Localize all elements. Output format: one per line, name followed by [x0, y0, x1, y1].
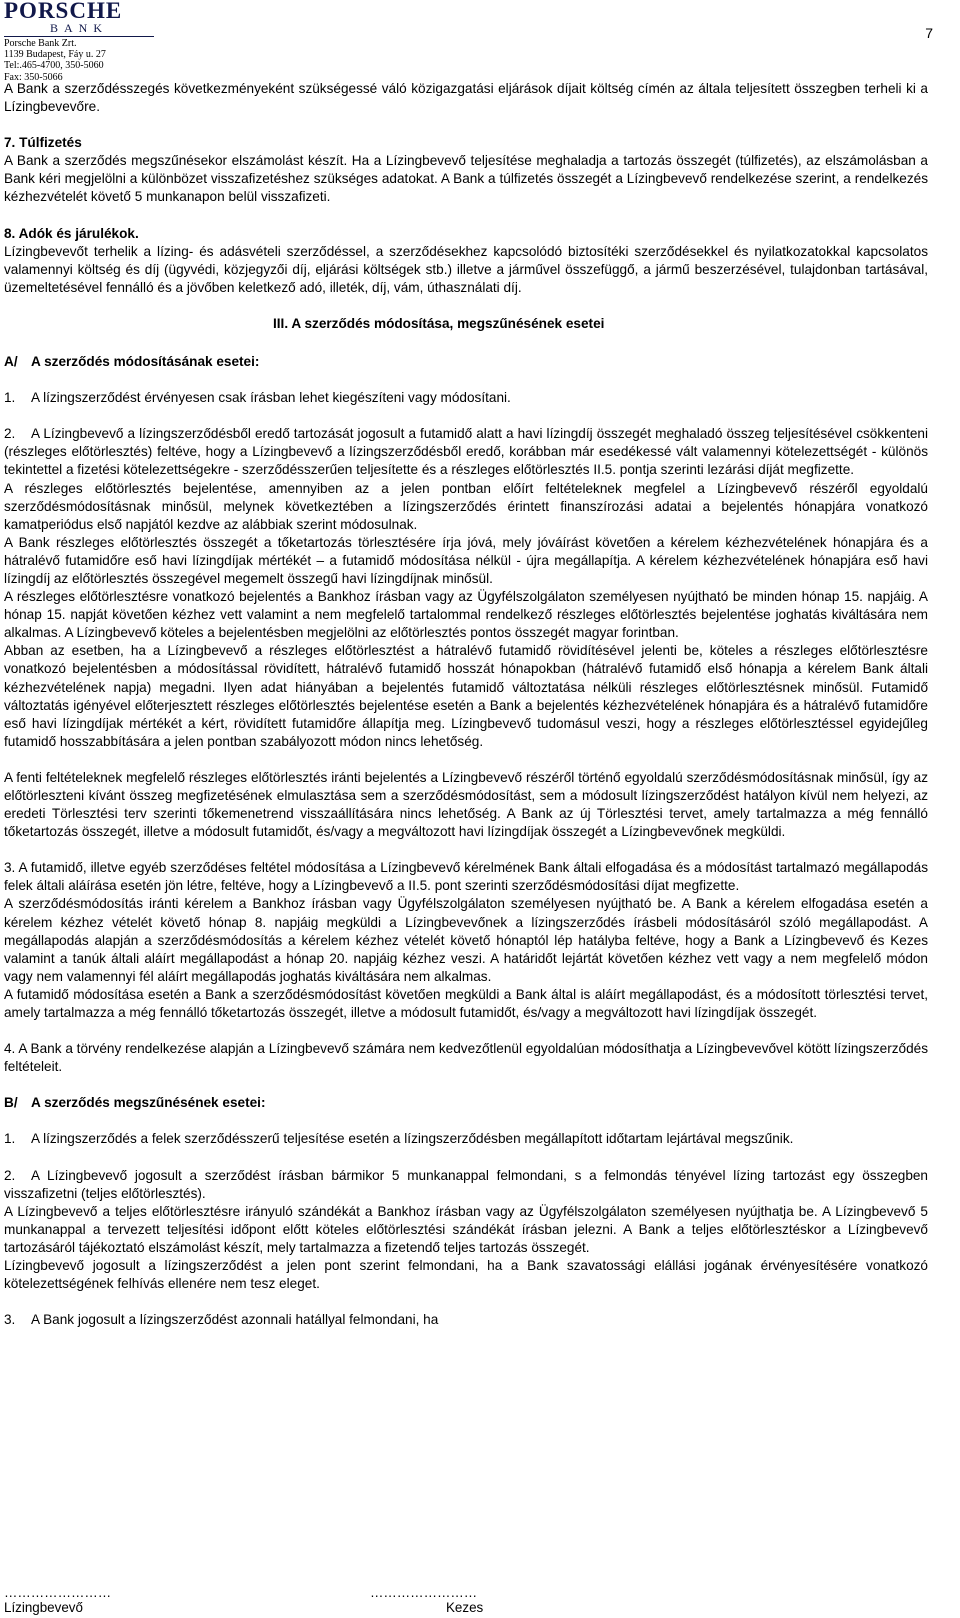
signature-lizingbevevo: [4, 1585, 111, 1615]
b1-number: 1.: [4, 1131, 16, 1147]
subsection-b-heading: [4, 1094, 928, 1112]
address-line: 1139 Budapest, Fáy u. 27: [4, 49, 106, 61]
b2-text: A Lízingbevevő jogosult a szerződést írásban bármikor 5 munkanappal felmondani, s a felmondás tényével lízing tartozást egy összegben visszafizetni (teljes előtörlesztés).: [4, 1167, 928, 1201]
a3-paragraph: 3. A futamidő, illetve egyéb szerződéses feltétel módosítása a Lízingbevevő kérelmének Bank általi elfogadása és a módosítást tartalmazó megállapodás felek általi aláírása esetén jön létre, feltéve, hogy a Lízingbevevő a II.5. pont szerinti szerződésmódosítási díjat megfizette.: [4, 860, 928, 894]
subsection-a-label: A/: [4, 354, 18, 370]
b3-paragraph: [4, 1311, 928, 1329]
address-line: Tel:.465-4700, 350-5060: [4, 60, 104, 72]
section-7-text: A Bank a szerződés megszűnésekor elszámolást készít. Ha a Lízingbevevő teljesítése meghaladja a tartozás összegét (túlfizetés), az elszámolásban a Bank kéri megjelölni a különbözet visszafizetéshez szükséges adatokat. A Bank a túlfizetés összegét a Lízingbevevő rendelkezése szerint, a rendelkezés kézhezvételét követő 5 munkanapon belül visszafizeti.: [4, 153, 928, 205]
a1-text: A lízingszerződést érvényesen csak írásban lehet kiegészíteni vagy módosítani.: [31, 390, 511, 406]
signature-label: Kezes: [446, 1600, 484, 1615]
b3-number: 3.: [4, 1312, 16, 1328]
document-body: [4, 80, 928, 1329]
signature-line: ……………………: [370, 1585, 478, 1600]
section-8-text: Lízingbevevőt terhelik a lízing- és adásvételi szerződéssel, a szerződésekhez kapcsolódó biztosítéki szerződésekkel és nyilatkozatokkal kapcsolatos valamennyi költség és díj (ügyvédi, közjegyzői díj, eljárási költségek stb.) illetve a járművel összefüggő, a jármű beszerzésével, tulajdonban tartásával, üzemeltetésével fennálló és a jövőben keletkező adó, illeték, díj, vám, úthasználati díj.: [4, 243, 928, 295]
logo-subtitle: BANK: [4, 22, 154, 37]
section-7-heading: 7. Túlfizetés: [4, 135, 82, 151]
a2-paragraph-4: A részleges előtörlesztésre vonatkozó bejelentés a Bankhoz írásban vagy az Ügyfélszolgálaton személyesen nyújtható be minden hónap 15. napjáig. A hónap 15. napját követően kézhez vett valamint a nem megfelelő tartalommal rendelkező részleges előtörlesztés bejelentése joghatás kiváltására nem alkalmas. A Lízingbevevő köteles a bejelentésben megjelölni az előtörlesztés pontos összegét magyar forintban.: [4, 589, 928, 641]
a2-paragraph-3: A Bank részleges előtörlesztés összegét a tőketartozás törlesztésére írja jóvá, mely jóváírást követően a kérelem kézhezvételének hónapjára és a hátralévő futamidőre eső havi lízingdíjak mértékét – a futamidő módosítása nélkül - újra megállapítja. A kérelem kézhezvételének hónapjára eső havi lízingdíj az előtörlesztés összegével megemelt összegű havi lízingdíjnak minősül.: [4, 534, 928, 586]
address-line: Porsche Bank Zrt.: [4, 38, 77, 49]
subsection-a-heading: [4, 353, 928, 371]
signature-label: Lízingbevevő: [4, 1600, 83, 1615]
b2-paragraph: [4, 1167, 928, 1203]
b1-text: A lízingszerződés a felek szerződésszerű teljesítése esetén a lízingszerződésben megállapított időtartam lejártával megszűnik.: [31, 1131, 794, 1147]
subsection-b-label: B/: [4, 1095, 18, 1111]
porsche-bank-logo: [4, 0, 164, 37]
a2-text: A Lízingbevevő a lízingszerződésből eredő tartozását jogosult a futamidő alatt a havi lízingdíj összegét meghaladó összeg teljesítésével csökkenteni (részleges előtörlesztés) feltéve, hogy a Lízingbevevő a lízingszerződésből eredő, korábban már esedékessé vált valamennyi kötelezettségét - különös tekintettel a fizetési kötelezettségekre - szerződésszerűen teljesítette és a részleges előtörlesztés II.5. pontja szerinti lezárási díját megfizette.: [4, 426, 928, 478]
a2-number: 2.: [4, 426, 16, 442]
b2-paragraph-3: Lízingbevevő jogosult a lízingszerződést a jelen pont szerint felmondani, ha a Bank szavatossági elállási jogának érvényesítésére vonatkozó kötelezettségének felhívás ellenére nem tesz eleget.: [4, 1257, 928, 1292]
section-8-heading: 8. Adók és járulékok.: [4, 225, 139, 241]
subsection-a-title: A szerződés módosításának esetei:: [31, 354, 260, 370]
a1-paragraph: [4, 389, 928, 407]
a1-number: 1.: [4, 390, 16, 406]
b1-paragraph: [4, 1130, 928, 1148]
a3-paragraph-2: A szerződésmódosítás iránti kérelem a Bankhoz írásban vagy Ügyfélszolgálaton személyesen nyújtható be. A Bank a kérelem elfogadása esetén a kérelem kézhez vételét követő hónap 8. napjáig megküldi a Lízingbevevőnek a lízingszerződés írásbeli módosításáról szóló megállapodást. A megállapodás alapján a szerződésmódosítás a kérelem kézhez vételét követő hónaptól lép hatályba feltéve, hogy a Bank a Lízingbevevő és Kezes valamint a tanúk általi aláírt megállapodást a hónap 20. napjáig kézhez veszi. A határidőt lejártát követően kézhez vett vagy a nem megfelelő módon vagy nem valamennyi fél aláírt megállapodás joghatás kiváltására nem alkalmas.: [4, 896, 928, 984]
address-line: Fax: 350-5066: [4, 71, 63, 83]
bank-address: [4, 38, 106, 83]
signature-line: ……………………: [4, 1585, 112, 1600]
page-number: 7: [925, 25, 933, 41]
b2-paragraph-2: A Lízingbevevő a teljes előtörlesztésre irányuló szándékát a Bankhoz írásban vagy az Ügyfélszolgálaton személyesen nyújthatja be. A Lízingbevevő 5 munkanappal a tervezett teljesítési időpont előtt köteles előtörlesztési szándékát írásban jelezni. A Bank a teljes előtörlesztéskor a Lízingbevevő tartozásáról tájékoztató elszámolást készít, mely tartalmazza a fizetendő teljes tartozás összegét.: [4, 1203, 928, 1255]
chapter-3-heading: III. A szerződés módosítása, megszűnésének esetei: [273, 315, 605, 331]
a4-paragraph: 4. A Bank a törvény rendelkezése alapján a Lízingbevevő számára nem kedvezőtlenül egyoldalúan módosíthatja a Lízingbevevővel kötött lízingszerződés feltételeit.: [4, 1041, 928, 1075]
a3-paragraph-3: A futamidő módosítása esetén a Bank a szerződésmódosítást követően megküldi a Bank által is aláírt megállapodást, és a módosított törlesztési tervet, amely tartalmazza a még fennálló tőketartozás összegét, illetve a módosult futamidőt, és/vagy a megváltozott havi lízingdíjak összegét.: [4, 986, 928, 1021]
a2-paragraph: [4, 425, 928, 479]
a2-paragraph-2: A részleges előtörlesztés bejelentése, amennyiben az a jelen pontban előírt feltételeknek megfelel a Lízingbevevő részéről egyoldalú szerződésmódosításnak minősül, melynek következtében a lízingszerződés érintett finanszírozási adatai a bejelentés hónapjára vonatkozó kamatperiódus első napjától kezdve az alábbiak szerint módosulnak.: [4, 480, 928, 532]
signature-kezes: [370, 1585, 483, 1615]
b3-text: A Bank jogosult a lízingszerződést azonnali hatállyal felmondani, ha: [31, 1312, 439, 1328]
b2-number: 2.: [4, 1167, 16, 1183]
a2-paragraph-5: Abban az esetben, ha a Lízingbevevő a részleges előtörlesztést a hátralévő futamidő rövidítésével jelenti be, köteles a részleges előtörlesztésre vonatkozó bejelentésben a módosítással rövidített, hátralévő futamidő hosszát hónapokban (hátralévő futamidő első hónapja a kérelem Bank általi kézhezvételének napja) megadni. Ilyen adat hiányában a bejelentés futamidő változtatása nélküli részleges előtörlesztésnek minősül. Futamidő változtatás igényével előterjesztett részleges előtörlesztés bejelentése esetén a Bank a bejelentés kézhezvételének hónapjára és a hátralévő futamidőre eső havi lízingdíjak mértékét a kért, rövidített futamidőre állapítja meg. Lízingbevevő tudomásul veszi, hogy a részleges előtörlesztéssel egyidejűleg futamidő hosszabbítására a jelen pontban szabályozott módon nincs lehetőség.: [4, 643, 928, 749]
subsection-b-title: A szerződés megszűnésének esetei:: [31, 1095, 266, 1111]
intro-paragraph: A Bank a szerződésszegés következményeként szükségessé váló közigazgatási eljárások díjait költség címén az általa teljesített összegben terheli ki a Lízingbevevőre.: [4, 81, 928, 115]
logo-wordmark: PORSCHE: [4, 0, 123, 23]
a2-paragraph-6: A fenti feltételeknek megfelelő részleges előtörlesztés iránti bejelentés a Lízingbevevő részéről történő egyoldalú szerződésmódosításnak minősül, így az előtörleszteni kívánt összeg megfizetésének elmulasztása sem a szerződésmódosítást, sem a módosult lízingszerződést hatályon kívül nem helyezi, az eredeti Törlesztési terv szerinti tőkemenetrend visszaállítására nincs lehetőség. A Bank az új Törlesztési tervet, amely tartalmazza a még fennálló tőketartozás összegét, illetve a módosult futamidőt, és/vagy a megváltozott havi lízingdíjak összegét a Lízingbevevőnek megküldi.: [4, 769, 928, 840]
